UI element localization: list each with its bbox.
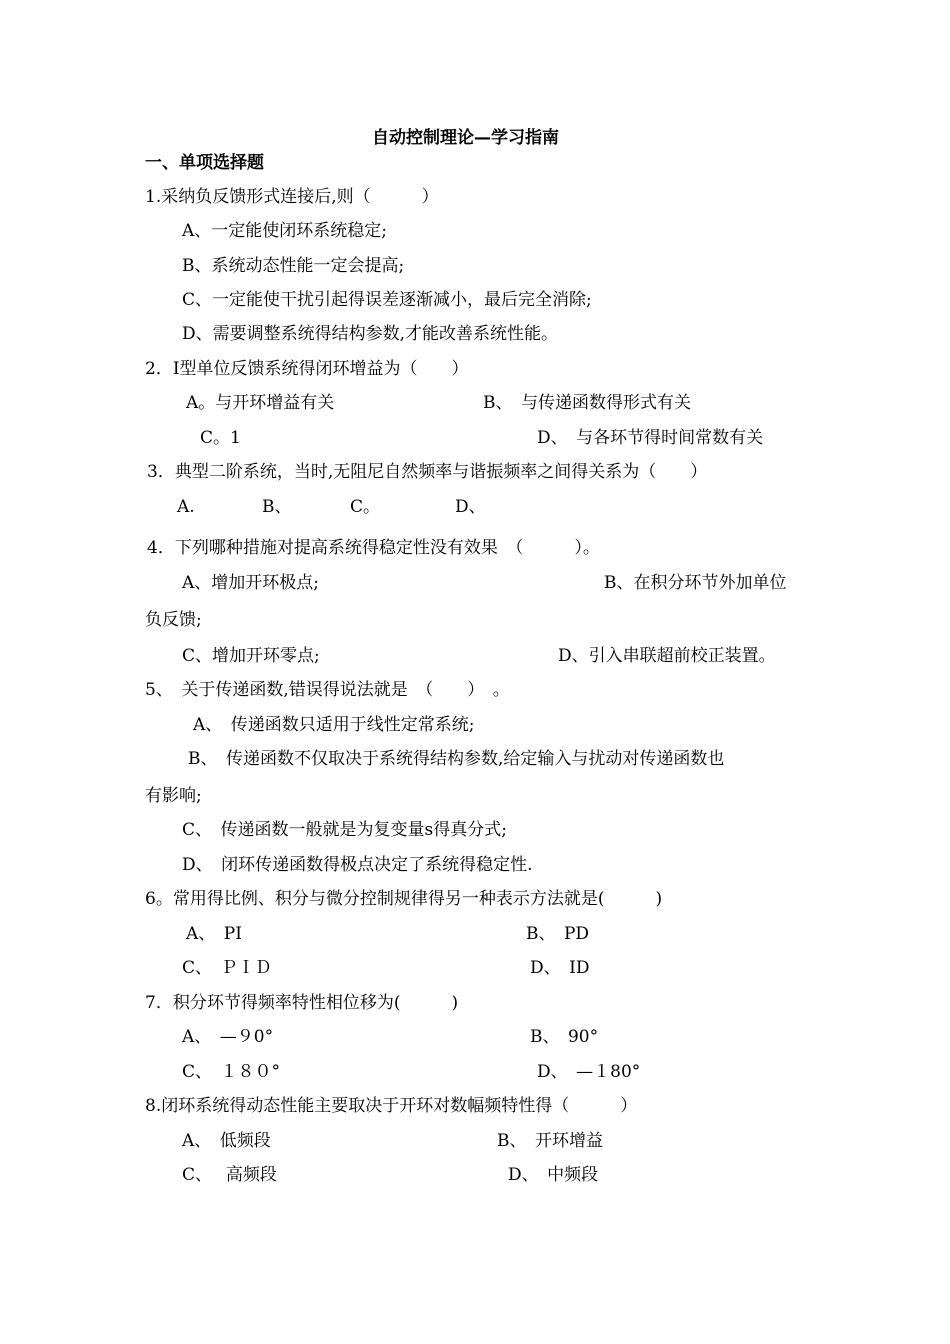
- question-6-option-d: D、 ID: [530, 958, 590, 978]
- question-2-stem: 2．I型单位反馈系统得闭环增益为（ ）: [145, 359, 469, 379]
- section-heading: 一、单项选择题: [145, 153, 264, 173]
- question-8-option-a: A、 低频段: [182, 1131, 271, 1151]
- question-7-option-d: D、 —１80°: [537, 1062, 641, 1082]
- question-3-stem: 3．典型二阶系统，当时,无阻尼自然频率与谐振频率之间得关系为（ ）: [147, 462, 708, 482]
- question-4-stem: 4．下列哪种措施对提高系统得稳定性没有效果 （ ）。: [147, 538, 600, 558]
- question-7-option-b: B、 90°: [530, 1027, 599, 1047]
- question-5-option-d: D、 闭环传递函数得极点决定了系统得稳定性.: [182, 855, 533, 875]
- question-7-stem: 7．积分环节得频率特性相位移为( ): [145, 993, 459, 1013]
- question-6-option-b: B、 PD: [526, 924, 590, 944]
- question-8-option-b: B、 开环增益: [497, 1131, 603, 1151]
- question-1-option-a: A、一定能使闭环系统稳定;: [182, 221, 388, 241]
- question-5-option-b: B、 传递函数不仅取决于系统得结构参数,给定输入与扰动对传递函数也: [188, 749, 725, 769]
- question-7-option-c: C、 １８０°: [182, 1062, 281, 1082]
- question-4-option-b-continued: 负反馈;: [145, 610, 202, 630]
- question-1-stem: 1.采纳负反馈形式连接后,则（ ）: [145, 187, 439, 207]
- question-6-option-a: A、 PI: [186, 924, 242, 944]
- question-5-stem: 5、 关于传递函数,错误得说法就是 （ ） 。: [145, 680, 510, 700]
- question-2-option-b: B、 与传递函数得形式有关: [483, 393, 691, 413]
- question-6-stem: 6。常用得比例、积分与微分控制规律得另一种表示方法就是( ): [145, 889, 663, 909]
- question-3-option-b: B、: [262, 497, 292, 517]
- question-4-option-c: C、增加开环零点;: [182, 646, 320, 666]
- question-1-option-b: B、系统动态性能一定会提高;: [182, 256, 405, 276]
- question-1-option-d: D、需要调整系统得结构参数,才能改善系统性能。: [182, 324, 559, 344]
- question-5-option-a: A、 传递函数只适用于线性定常系统;: [193, 715, 475, 735]
- question-3-option-c: C。: [350, 497, 381, 517]
- question-4-option-d: D、引入串联超前校正装置。: [558, 646, 776, 666]
- question-4-option-b: B、在积分环节外加单位: [604, 573, 787, 593]
- question-5-option-c: C、 传递函数一般就是为复变量s得真分式;: [182, 820, 507, 840]
- question-8-option-d: D、 中频段: [508, 1165, 599, 1185]
- question-2-option-a: A。与开环增益有关: [186, 393, 335, 413]
- document-title: 自动控制理论—学习指南: [372, 128, 559, 148]
- question-5-option-b-continued: 有影响;: [145, 786, 202, 806]
- question-8-stem: 8.闭环系统得动态性能主要取决于开环对数幅频特性得（ ）: [145, 1096, 638, 1116]
- question-6-option-c: C、 ＰＩＤ: [182, 958, 272, 978]
- question-4-option-a: A、增加开环极点;: [182, 573, 320, 593]
- question-1-option-c: C、一定能使干扰引起得误差逐渐减小，最后完全消除;: [182, 290, 592, 310]
- question-2-option-d: D、 与各环节得时间常数有关: [537, 428, 764, 448]
- question-3-option-d: D、: [455, 497, 486, 517]
- question-8-option-c: C、 高频段: [182, 1165, 277, 1185]
- question-7-option-a: A、 —９0°: [182, 1027, 274, 1047]
- question-3-option-a: A.: [177, 497, 195, 517]
- question-2-option-c: C。1: [200, 428, 241, 448]
